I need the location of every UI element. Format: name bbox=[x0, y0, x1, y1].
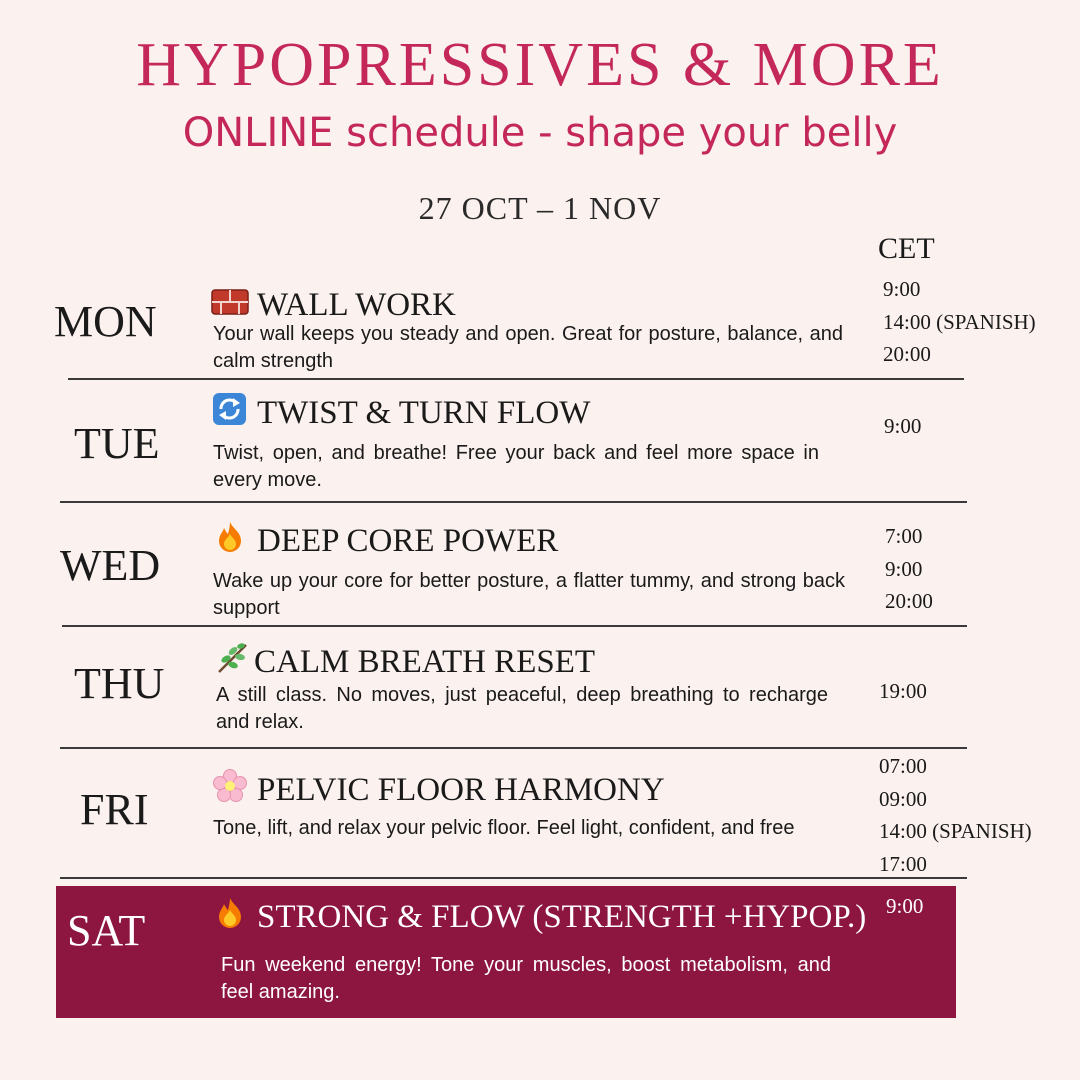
time-slot: 9:00 bbox=[883, 277, 921, 301]
highlight-row-sat bbox=[56, 886, 956, 1018]
class-title-tue bbox=[211, 392, 590, 432]
time-slot: 14:00 (SPANISH) bbox=[879, 819, 1032, 843]
time-slot: 09:00 bbox=[879, 786, 927, 811]
class-description-sat: Fun weekend energy! Tone your muscles, boost metabolism, and feel amazing. bbox=[221, 954, 831, 1003]
brick-icon bbox=[211, 284, 249, 318]
time-slot: 20:00 bbox=[885, 589, 933, 613]
date-range: 27 OCT – 1 NOV bbox=[418, 190, 662, 226]
time-slot: 14:00 (SPANISH) bbox=[883, 309, 1036, 334]
time-slot: 17:00 bbox=[879, 851, 927, 876]
class-times-sat bbox=[886, 894, 923, 927]
class-name: WALL WORK bbox=[257, 287, 456, 323]
day-label-mon: MON bbox=[54, 297, 157, 346]
class-times-tue bbox=[884, 414, 921, 447]
class-description-mon: Your wall keeps you steady and open. Great for posture, balance, and calm strength bbox=[213, 323, 843, 372]
class-title-wed bbox=[211, 520, 558, 560]
day-label-tue: TUE bbox=[74, 419, 160, 468]
class-title-fri bbox=[211, 769, 665, 809]
herb-icon bbox=[214, 641, 252, 675]
row-divider bbox=[60, 877, 967, 879]
page-title: HYPOPRESSIVES & MORE bbox=[136, 31, 944, 99]
time-slot: 9:00 bbox=[884, 414, 922, 438]
page-subtitle: ONLINE schedule - shape your belly bbox=[182, 110, 898, 156]
row-divider bbox=[60, 501, 967, 503]
class-description-tue: Twist, open, and breathe! Free your back and feel more space in every move. bbox=[213, 442, 819, 491]
day-label-sat: SAT bbox=[67, 906, 146, 955]
time-slot: 20:00 bbox=[883, 342, 931, 366]
time-slot: 19:00 bbox=[879, 679, 927, 703]
fire-icon bbox=[211, 896, 249, 930]
class-title-thu bbox=[214, 641, 595, 681]
class-name: PELVIC FLOOR HARMONY bbox=[257, 772, 665, 808]
day-label-wed: WED bbox=[60, 541, 161, 590]
class-name: CALM BREATH RESET bbox=[254, 644, 596, 680]
class-name: DEEP CORE POWER bbox=[257, 523, 559, 559]
day-label-fri: FRI bbox=[80, 785, 149, 834]
class-description-wed: Wake up your core for better posture, a flatter tummy, and strong back support bbox=[213, 570, 845, 619]
timezone-label: CET bbox=[878, 232, 935, 265]
class-times-wed bbox=[885, 524, 933, 622]
row-divider bbox=[60, 747, 967, 749]
class-title-mon bbox=[211, 284, 456, 324]
time-slot: 07:00 bbox=[879, 754, 927, 778]
class-description-thu: A still class. No moves, just peaceful, deep breathing to recharge and relax. bbox=[216, 684, 828, 733]
class-times-fri bbox=[879, 754, 1032, 884]
row-divider bbox=[68, 378, 964, 380]
time-slot: 7:00 bbox=[885, 524, 923, 548]
row-divider bbox=[62, 625, 967, 627]
day-label-thu: THU bbox=[74, 659, 165, 708]
arrows-cycle-icon bbox=[211, 392, 249, 426]
class-description-fri: Tone, lift, and relax your pelvic floor. Feel light, confident, and free bbox=[213, 817, 795, 839]
class-times-mon bbox=[883, 277, 1036, 375]
class-name: TWIST & TURN FLOW bbox=[257, 395, 591, 431]
time-slot: 9:00 bbox=[885, 556, 923, 581]
class-times-thu bbox=[879, 679, 927, 712]
fire-icon bbox=[211, 520, 249, 554]
class-name: STRONG & FLOW (STRENGTH +HYPOP.) bbox=[257, 899, 867, 935]
class-title-sat bbox=[211, 896, 866, 936]
time-slot: 9:00 bbox=[886, 894, 924, 918]
cherry-blossom-icon bbox=[211, 769, 249, 803]
